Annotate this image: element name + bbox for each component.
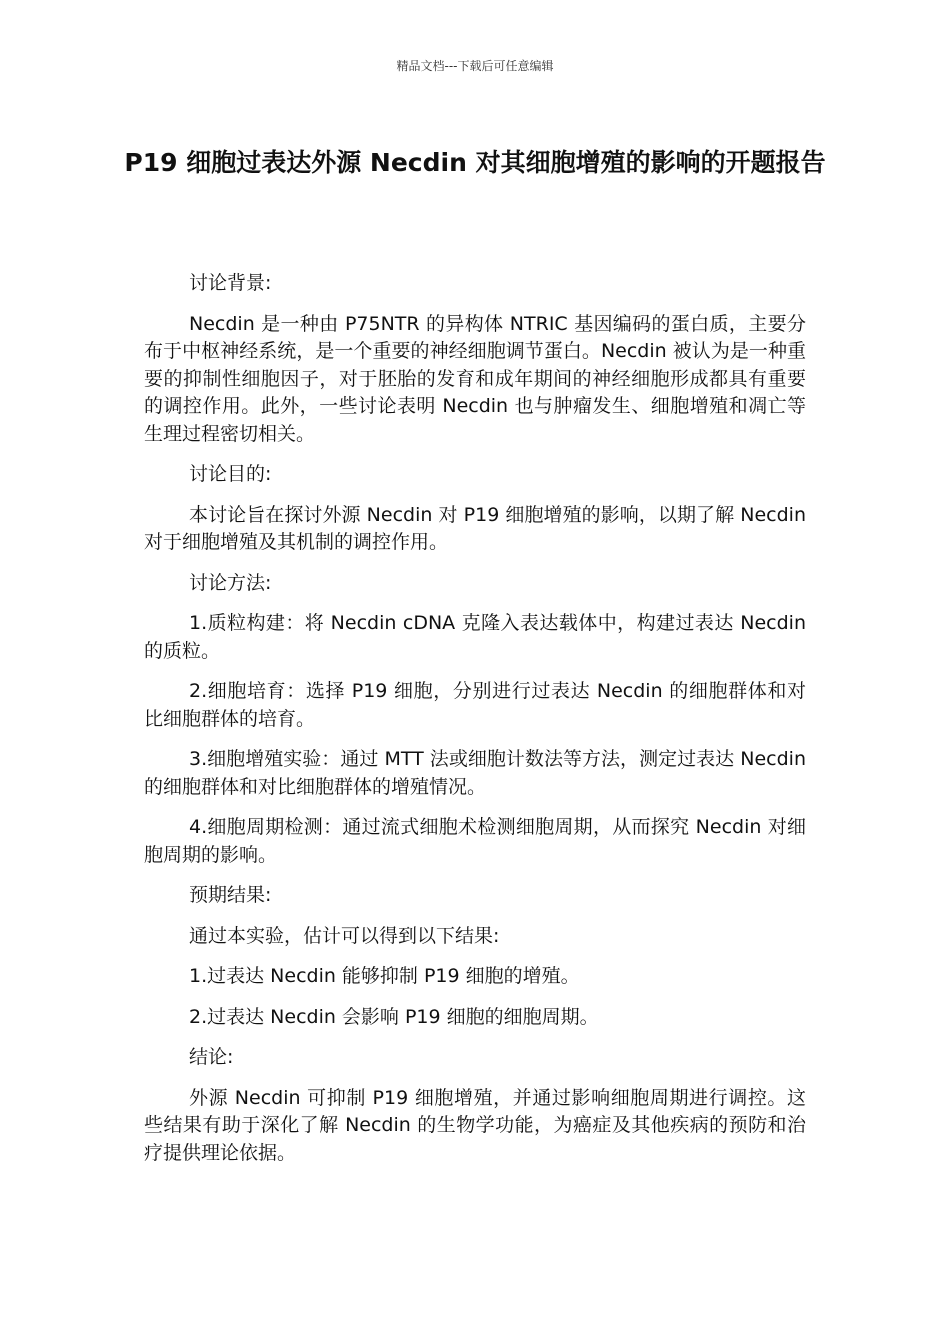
page-header-note: 精品文档---下载后可任意编辑 (396, 59, 554, 73)
section-heading-purpose: 讨论目的: (189, 463, 272, 485)
expected-result-1: 1.过表达 Necdin 能够抑制 P19 细胞的增殖。 (189, 965, 580, 987)
paragraph-background: Necdin 是一种由 P75NTR 的异构体 NTRIC 基因编码的蛋白质，主要分布于中枢神经系统，是一个重要的神经细胞调节蛋白。Necdin 被认为是一种重要的抑制性细胞因子，对于胚胎的发育和成年期间的神经细胞形成都具有重要的调控作用。此外，一些讨论表明 Necdin 也与肿瘤发生、细胞增殖和凋亡等生理过程密切相关。 (144, 312, 806, 445)
paragraph-conclusion: 外源 Necdin 可抑制 P19 细胞增殖，并通过影响细胞周期进行调控。这些结果有助于深化了解 Necdin 的生物学功能，为癌症及其他疾病的预防和治疗提供理论依据。 (144, 1086, 806, 1164)
section-heading-background: 讨论背景: (189, 272, 272, 294)
document-title: P19 细胞过表达外源 Necdin 对其细胞增殖的影响的开题报告 (124, 148, 826, 177)
section-heading-methods: 讨论方法: (189, 571, 272, 594)
section-heading-expected-results: 预期结果: (189, 884, 272, 906)
method-item-3: 3.细胞增殖实验：通过 MTT 法或细胞计数法等方法，测定过表达 Necdin 的细胞群体和对比细胞群体的增殖情况。 (144, 748, 806, 798)
method-item-2: 2.细胞培育：选择 P19 细胞，分别进行过表达 Necdin 的细胞群体和对比细胞群体的培育。 (144, 680, 806, 730)
paragraph-purpose: 本讨论旨在探讨外源 Necdin 对 P19 细胞增殖的影响，以期了解 Necdin 对于细胞增殖及其机制的调控作用。 (144, 503, 806, 553)
method-item-1: 1.质粒构建：将 Necdin cDNA 克隆入表达载体中，构建过表达 Necdin 的质粒。 (144, 612, 806, 662)
section-heading-conclusion: 结论: (189, 1046, 234, 1068)
document-body (144, 270, 806, 1180)
expected-result-2: 2.过表达 Necdin 会影响 P19 细胞的细胞周期。 (189, 1005, 599, 1028)
method-item-4: 4.细胞周期检测：通过流式细胞术检测细胞周期，从而探究 Necdin 对细胞周期的影响。 (144, 816, 806, 866)
paragraph-expected-intro: 通过本实验，估计可以得到以下结果: (189, 924, 500, 947)
